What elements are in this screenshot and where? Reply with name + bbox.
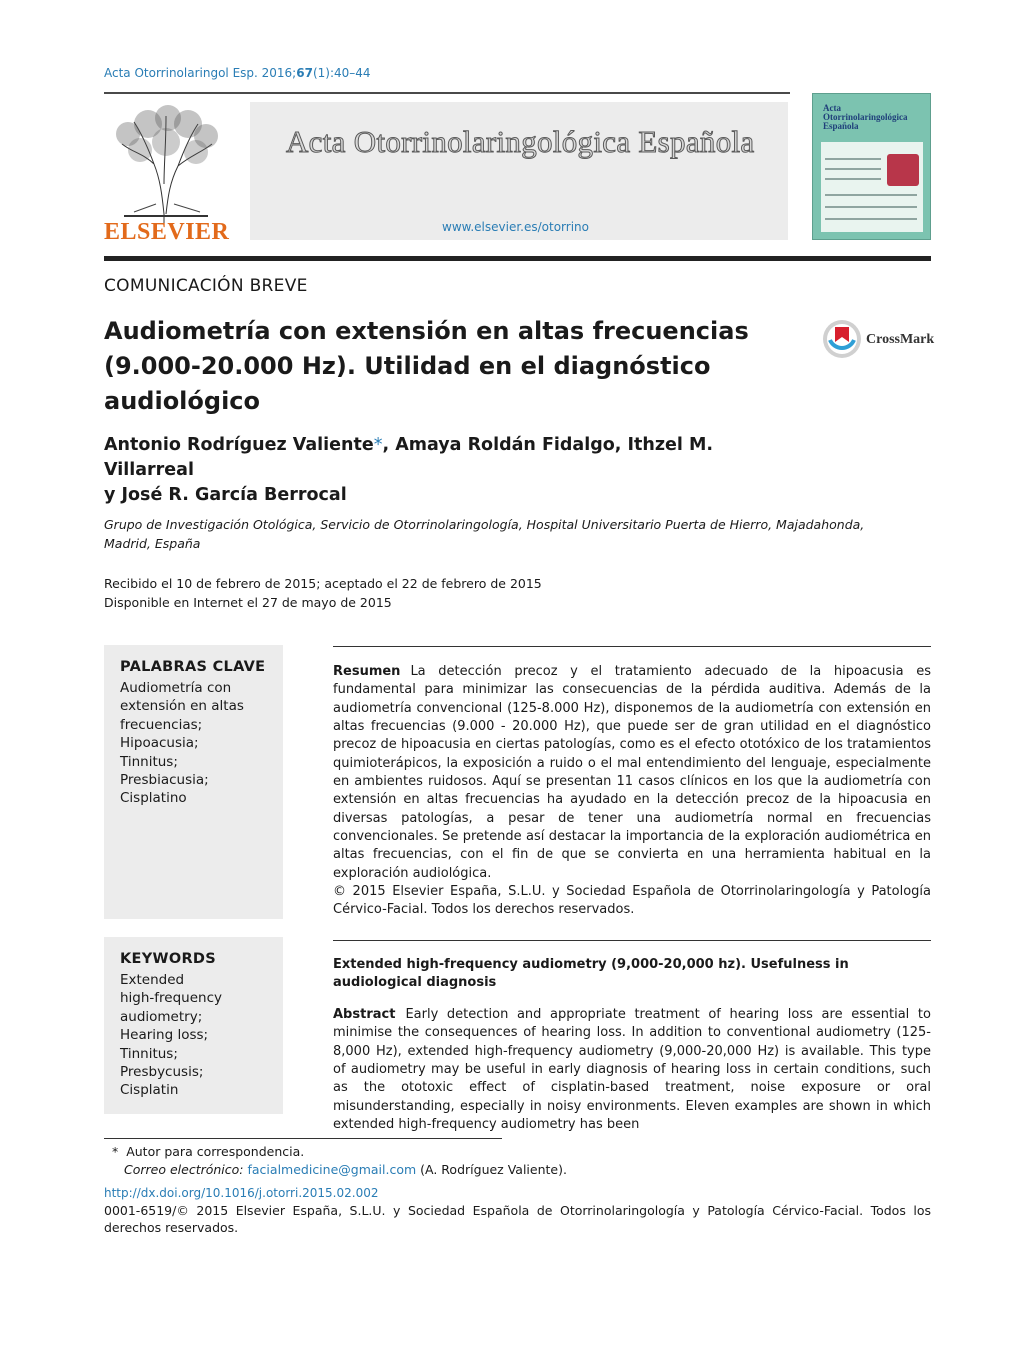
article-type: COMUNICACIÓN BREVE — [104, 276, 308, 296]
email-owner: (A. Rodríguez Valiente). — [420, 1162, 567, 1177]
cover-text-line — [825, 194, 917, 196]
cover-text-line — [825, 206, 917, 208]
online-date: Disponible en Internet el 27 de mayo de 2015 — [104, 595, 392, 610]
keyword: extensión en altas — [120, 698, 244, 715]
cover-photo — [887, 154, 919, 186]
keyword: Audiometría con — [120, 680, 232, 696]
cover-text-line — [825, 218, 917, 220]
cover-text-line — [825, 178, 881, 180]
corresponding-author-marker[interactable]: * — [373, 435, 383, 455]
abstract-es-text: La detección precoz y el tratamiento adecuado de la hipoacusia es fundamental para minimizar las consecuencias de la pérdida auditiva. Además de la audiometría convencional (125-8.000 Hz), disponemos de la audiometría con extensión en altas frecuencias (9.000 - 20.000 Hz), que puede ser de gran utilidad en el diagnóstico precoz de hipoacusia en ciertas patologías, como es el efecto ototóxico de los tratamientos quimioterápicos, la exposición a ruido o el mal entendimiento del lenguaje, especialmente en ambientes ruidosos. Aquí se presentan 11 casos clínicos en los que la audiometría con extensión en altas frecuencias ha ayudado en la detección precoz de la hipoacusia en diversas patologías, a pesar de tener una audiometría normal en frecuencias convencionales. Se pretende así destacar la importancia de la exploración audiométrica en altas frecuencias, con el fin de que se convierta en una herramienta habitual en la exploración audiológica. — [333, 664, 931, 881]
elsevier-wordmark: ELSEVIER — [104, 219, 230, 245]
masthead-top-rule — [104, 92, 790, 94]
abstract-es — [333, 663, 931, 920]
masthead-bottom-rule — [104, 256, 931, 261]
affiliation: Grupo de Investigación Otológica, Servicio de Otorrinolaringología, Hospital Universitario Puerta de Hierro, Majadahonda, Madrid, España — [104, 517, 865, 551]
keywords-en-heading: KEYWORDS — [120, 951, 217, 967]
footnote-rule — [104, 1138, 502, 1139]
keyword: high-frequency — [120, 990, 223, 1007]
abstract-en-rule — [333, 940, 931, 941]
journal-title: Acta Otorrinolaringológica Española — [286, 124, 755, 159]
authors-line-2: y José R. García Berrocal — [104, 485, 347, 505]
doi-link[interactable]: http://dx.doi.org/10.1016/j.otorri.2015.02.002 — [104, 1186, 379, 1200]
journal-cover-thumbnail[interactable] — [812, 93, 931, 240]
received-date: Recibido el 10 de febrero de 2015; aceptado el 22 de febrero de 2015 — [104, 576, 542, 591]
authors-rest: , Amaya Roldán Fidalgo, Ithzel M. Villarreal — [104, 435, 714, 480]
keyword: frecuencias; — [120, 716, 203, 733]
footnote-correspondence-text: Autor para correspondencia. — [126, 1144, 305, 1159]
keywords-es-heading: PALABRAS CLAVE — [120, 659, 266, 675]
keyword: Presbycusis; — [120, 1064, 204, 1081]
authors-line-1 — [104, 433, 804, 483]
footnote-email — [124, 1161, 567, 1178]
keyword: Tinnitus; — [120, 753, 178, 770]
keyword: Cisplatino — [120, 790, 187, 807]
abstract-en-label: Abstract — [333, 1007, 396, 1022]
abstract-es-rule — [333, 646, 931, 647]
keyword: Hipoacusia; — [120, 735, 199, 752]
footnote-marker: * — [112, 1144, 119, 1159]
abstract-es-label: Resumen — [333, 664, 401, 679]
keyword: Hearing loss; — [120, 1027, 209, 1044]
keywords-es-box — [104, 645, 283, 919]
keyword: audiometry; — [120, 1008, 203, 1025]
email-link[interactable]: facialmedicine@gmail.com — [247, 1162, 417, 1177]
keyword: Tinnitus; — [120, 1045, 178, 1062]
article-dates — [104, 574, 542, 612]
journal-citation[interactable]: Acta Otorrinolaringol Esp. 2016;67(1):40–44 — [104, 66, 371, 80]
cover-text-line — [825, 168, 881, 170]
keywords-en-box — [104, 937, 283, 1114]
abstract-es-copyright: © 2015 Elsevier España, S.L.U. y Sociedad Española de Otorrinolaringología y Patología Cérvico-Facial. Todos los derechos reservados. — [333, 884, 931, 918]
footnote-correspondence — [112, 1143, 304, 1160]
copyright-line: 0001-6519/© 2015 Elsevier España, S.L.U. y Sociedad Española de Otorrinolaringología y Patología Cérvico-Facial. Todos los derechos reservados. — [104, 1203, 931, 1235]
crossmark-label[interactable]: CrossMark — [866, 332, 935, 347]
abstract-en-title: Extended high-frequency audiometry (9,000-20,000 hz). Usefulness in audiological diagnosis — [333, 957, 849, 991]
abstract-en — [333, 1006, 931, 1133]
email-label: Correo electrónico: — [124, 1162, 244, 1177]
author-corresponding[interactable]: Antonio Rodríguez Valiente — [104, 435, 374, 455]
keyword: Cisplatin — [120, 1082, 179, 1099]
keyword: Extended — [120, 972, 185, 988]
keyword: Presbiacusia; — [120, 772, 209, 789]
journal-url-link[interactable]: www.elsevier.es/otorrino — [442, 220, 589, 234]
article-title: Audiometría con extensión en altas frecuencias (9.000-20.000 Hz). Utilidad en el diagnóstico audiológico — [104, 317, 749, 415]
abstract-en-text: Early detection and appropriate treatment of hearing loss are essential to minimise the consequences of hearing loss. In addition to conventional audiometry (125-8,000 Hz), extended high-frequency audiometry (9,000-20,000 Hz) is available. This type of audiometry may be useful in early diagnosis of hearing loss in certain conditions, such as the ototoxic effect of cisplatin-based treatment, noise exposure or oral misunderstanding, especially in noisy environments. Eleven examples are shown in which extended high-frequency audiometry has been — [333, 1007, 931, 1133]
cover-text-line — [825, 158, 881, 160]
author-list — [104, 433, 804, 508]
cover-title: Acta Otorrinolaringológica Española — [823, 103, 908, 131]
